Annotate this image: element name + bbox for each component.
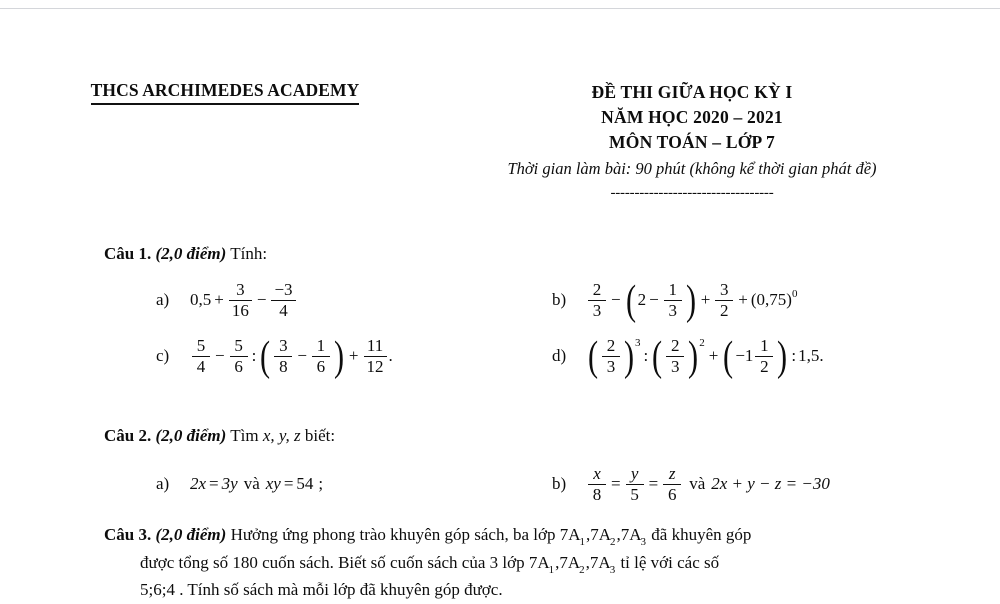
expr-1c-f2-num: 5 [234,335,243,355]
expr-1b-inner-op: − [649,290,659,310]
question-3-body-4: tỉ lệ với các số [620,552,720,572]
expr-1c-f4-den: 6 [316,356,326,376]
question-1-item-c [104,333,552,379]
expr-1b-fraction-1 [588,281,606,320]
question-3-paragraph [0,521,1000,604]
expr-1b-parenthesis-group: ( 2 − $\frac{1}{3}$ ) [625,278,696,325]
question-1-row-2 [0,333,1000,379]
expr-1b-fraction-3 [715,281,733,320]
expr-1d-f3-num: 1 [760,335,769,355]
question-3-continuation-line-2 [104,576,904,604]
expr-2a-eq2-right: 54 [296,474,314,494]
expr-1b-f1-num: 2 [592,279,602,299]
question-2-label: Câu 2. [104,426,152,445]
expression-2a [190,474,323,494]
expr-2b-f2-den: 5 [630,484,639,504]
item-letter-c: c) [156,346,170,366]
expr-1c-op3: + [348,346,359,366]
page-top-rule [0,8,1000,9]
question-2-prompt-suffix: biết: [304,426,336,445]
question-2-item-b [552,461,980,507]
expr-1b-last-base: (0,75) [750,290,792,310]
expr-1b-f3-den: 2 [720,300,729,320]
question-1-label: Câu 1. [104,244,152,263]
expr-1c-f5-den: 12 [366,356,384,376]
expr-2b-linear-equation: 2x + y − z = −30 [711,474,830,494]
expression-2b [586,465,830,504]
expr-1d-fraction-2 [666,337,684,376]
question-1-item-d [552,333,980,379]
expr-1d-parenthesis-group-2: ( $\frac{2}{3}$ ) [652,334,699,381]
question-1-prompt: Tính: [230,244,268,263]
class-letter: A [567,552,581,572]
question-3-body-1: Hưởng ứng phong trào khuyên góp sách, ba lớp [230,525,556,544]
question-2-points: (2,0 điểm) [155,426,227,445]
expr-1b-f2-num: 1 [668,279,677,299]
expr-1d-f1-den: 3 [606,356,616,376]
expr-1c-inner-op: − [297,346,307,366]
expression-1c [190,334,393,381]
header-right-block [420,80,1000,204]
expr-1c-fraction-5 [364,337,387,376]
class-base: 7 [559,525,569,544]
expr-1d-f1-num: 2 [606,335,616,355]
expr-1d-parenthesis-group-3: ( −1 $\frac{1}{2}$ ) [723,334,788,381]
expr-1d-op2: + [708,346,719,366]
class-letter: A [598,525,612,544]
question-3-body-5: 5;6;4 . Tính số sách mà mỗi lớp đã khuyên góp được. [140,580,503,600]
expr-1d-exponent-2: 2 [699,337,705,350]
expr-1b-fraction-2 [664,281,682,320]
expr-2a-eq1-op: = [209,474,219,494]
item-letter-a: a) [156,474,170,494]
expr-2a-eq1-right: 3y [221,474,238,494]
expr-1a-op1: + [214,290,224,310]
question-3-class-list-2: $7A_1,7A_2,7A_3$ [528,552,616,576]
expr-2b-fraction-2 [626,465,644,504]
exam-title-line-3: MÔN TOÁN – LỚP 7 [609,131,775,152]
expr-1c-f1-den: 4 [196,356,206,376]
expr-1d-op3: : [791,346,797,366]
item-letter-a: a) [156,290,170,310]
expr-1d-f2-num: 2 [670,335,680,355]
expr-1a-op2: − [256,290,267,310]
question-3-points: (2,0 điểm) [155,525,227,544]
expr-2b-equals-1: = [611,474,621,494]
class-subscript-1: 1 [579,536,585,548]
expr-1c-op2: : [251,346,257,366]
expr-2b-f1-den: 8 [592,484,602,504]
expr-1a-f1-num: 3 [236,279,245,299]
header-left-block [0,80,420,105]
expr-1c-f1-num: 5 [196,335,206,355]
expr-1c-fraction-4 [312,337,330,376]
expr-1a-fraction-2 [271,281,295,320]
item-letter-b: b) [552,290,567,310]
expr-1d-fraction-3 [755,337,773,376]
class-letter: A [629,525,642,544]
expression-1d [586,334,824,381]
expr-1d-op1: : [643,346,649,366]
question-2-prompt-variables: x, y, z [262,426,301,445]
expression-1a [190,281,298,320]
header-separator: ---------------------------------- [610,184,774,201]
expr-1d-f2-den: 3 [670,356,680,376]
expr-2a-eq2-left: xy [265,474,281,494]
class-subscript-2: 2 [579,563,585,576]
item-letter-d: d) [552,346,567,366]
expr-2b-fraction-3 [663,465,681,504]
expr-1c-fraction-1 [192,337,210,376]
expr-2b-f3-den: 6 [667,484,677,504]
expr-1b-inner-lead: 2 [637,290,647,310]
question-3-body-3: được tổng số 180 cuốn sách. Biết số cuốn sách của 3 lớp [140,552,525,572]
question-2-row-1 [0,461,1000,507]
expr-1c-f5-num: 11 [366,335,384,355]
expr-2a-conjunction: và [243,474,260,494]
expr-2b-conjunction: và [689,474,706,494]
question-1-item-b [552,277,980,323]
expr-1b-f3-num: 3 [720,279,729,299]
class-subscript-2: 2 [610,536,616,548]
question-3-body-2: đã khuyên góp [651,525,752,544]
class-base: 7 [589,552,599,572]
class-subscript-3: 3 [640,536,647,548]
question-3-class-list-1: $7A_1,7A_2,7A_3$ [559,525,647,548]
class-base: 7 [590,525,599,544]
class-base: 7 [528,552,538,572]
question-1-heading [0,243,1000,265]
class-subscript-3: 3 [609,563,616,576]
expr-1c-f3-num: 3 [279,335,288,355]
expr-2b-f2-num: y [630,463,639,483]
expr-1a-f2-den: 4 [279,300,288,320]
question-3-continuation-line-1 [104,549,904,577]
expr-1c-f2-den: 6 [234,356,243,376]
class-base: 7 [559,552,568,572]
expr-2b-f3-num: z [668,463,676,483]
expr-1c-op1: − [215,346,225,366]
question-3-block [0,521,1000,604]
expr-1c-fraction-3 [274,337,292,376]
question-2-prompt-prefix: Tìm [230,426,259,445]
expr-2b-equals-2: = [648,474,659,494]
exam-duration-note: Thời gian làm bài: 90 phút (không kể thời gian phát đề) [507,158,877,178]
expr-2b-fraction-1 [588,465,606,504]
expr-1d-mixed-number [735,337,775,376]
expr-2b-f1-num: x [593,463,601,483]
question-1-row-1 [0,277,1000,323]
question-1-points: (2,0 điểm) [155,244,227,263]
expr-2a-tail: ; [318,474,324,494]
expr-2a-eq2-op: = [283,474,294,494]
expr-1d-tail: 1,5. [798,346,824,366]
expr-1b-op2: + [700,290,711,310]
question-2-block [0,425,1000,507]
class-base: 7 [620,525,630,544]
expr-1a-fraction-1 [229,281,252,320]
expr-1a-f1-den: 16 [231,300,249,320]
question-3-label: Câu 3. [104,525,152,544]
expr-1b-op3: + [738,290,748,310]
school-name: THCS ARCHIMEDES ACADEMY [91,80,360,105]
question-1-item-a [104,277,552,323]
expr-1d-parenthesis-group-1: ( $\frac{2}{3}$ ) [587,334,635,381]
question-1-block [0,243,1000,379]
question-2-heading [0,425,1000,447]
expr-1d-f3-den: 2 [760,356,769,376]
class-letter: A [568,525,581,544]
expr-1b-f2-den: 3 [668,300,677,320]
class-subscript-1: 1 [548,563,555,576]
expr-1d-mixed-sign: −1 [735,346,754,366]
exam-title-line-1: ĐỀ THI GIỮA HỌC KỲ I [591,82,793,102]
expr-2a-eq1-left: 2x [190,474,207,494]
expr-1d-exponent-1: 3 [635,337,641,350]
item-letter-b: b) [552,474,567,494]
expr-1b-f1-den: 3 [592,300,602,320]
expr-1c-f3-den: 8 [279,356,288,376]
question-2-item-a [104,461,552,507]
expr-1c-f4-num: 1 [316,335,326,355]
class-letter: A [537,552,550,572]
exam-title-line-2: NĂM HỌC 2020 – 2021 [601,106,783,127]
expr-1b-last-exponent: 0 [791,288,798,301]
expression-1b [586,278,798,325]
expr-1c-fraction-2 [230,337,248,376]
expr-1a-f2-num: −3 [274,279,293,299]
expr-1a-lead: 0,5 [190,290,212,310]
expr-1c-period: . [388,346,393,366]
expr-1c-parenthesis-group: ( $\frac{3}{8}$ − $\frac{1}{6}$ ) [260,334,344,381]
expr-1d-fraction-1 [602,337,620,376]
expr-1b-op1: − [611,290,621,310]
class-letter: A [598,552,611,572]
document-header [0,80,1000,204]
